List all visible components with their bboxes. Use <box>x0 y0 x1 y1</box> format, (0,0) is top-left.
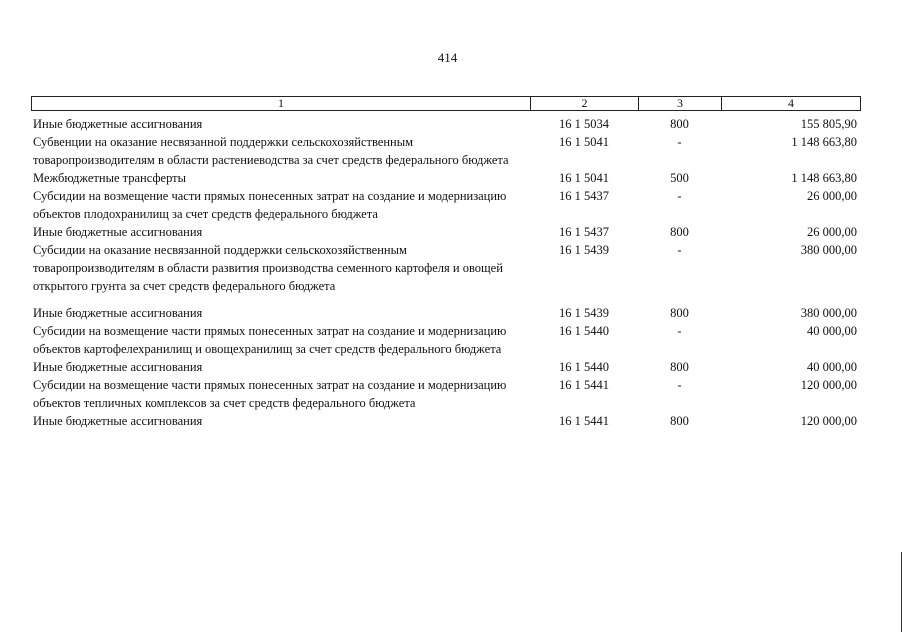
table-row <box>31 358 861 376</box>
row-amount: 155 805,90 <box>800 117 857 131</box>
row-amount: 1 148 663,80 <box>791 135 857 149</box>
row-name: Субсидии на возмещение части прямых понесенных затрат на создание и модернизацию объектов плодохранилищ за счет средств федерального бюджета <box>33 189 507 221</box>
table-row <box>31 322 861 358</box>
table-header <box>31 96 861 111</box>
row-amount: 120 000,00 <box>800 378 857 392</box>
row-name: Субвенции на оказание несвязанной поддержки сельскохозяйственным товаропроизводителям в области растениеводства за счет средств федерального бюджета <box>33 135 509 167</box>
row-name: Субсидии на возмещение части прямых понесенных затрат на создание и модернизацию объектов картофелехранилищ и овощехранилищ за счет средств федерального бюджета <box>33 324 507 356</box>
row-type: 800 <box>670 117 689 131</box>
row-amount: 120 000,00 <box>800 414 857 428</box>
table-row <box>31 133 861 169</box>
table-body <box>31 115 861 430</box>
header-col-4: 4 <box>788 96 794 110</box>
header-col-3: 3 <box>639 97 722 110</box>
row-amount: 40 000,00 <box>807 324 857 338</box>
row-type: - <box>677 378 682 392</box>
row-amount: 380 000,00 <box>800 306 857 320</box>
row-amount: 40 000,00 <box>807 360 857 374</box>
table-row <box>31 376 861 412</box>
row-type: 500 <box>670 171 689 185</box>
row-type: - <box>677 135 682 149</box>
row-name: Иные бюджетные ассигнования <box>33 360 203 374</box>
table-row <box>31 115 861 133</box>
row-code: 16 1 5437 <box>559 189 609 203</box>
row-type: 800 <box>670 414 689 428</box>
row-code: 16 1 5034 <box>559 117 609 131</box>
row-code: 16 1 5439 <box>559 243 609 257</box>
row-type: 800 <box>670 225 689 239</box>
table-row <box>31 169 861 187</box>
row-code: 16 1 5041 <box>559 171 609 185</box>
row-type: - <box>677 324 682 338</box>
scan-edge-line <box>901 552 902 632</box>
row-name: Иные бюджетные ассигнования <box>33 414 203 428</box>
row-amount: 380 000,00 <box>800 243 857 257</box>
row-code: 16 1 5439 <box>559 306 609 320</box>
table-row <box>31 187 861 223</box>
row-name: Субсидии на оказание несвязанной поддержки сельскохозяйственным товаропроизводителям в области развития производства семенного картофеля и овощей открытого грунта за счет средств федерального бюджета <box>33 243 503 293</box>
row-name: Межбюджетные трансферты <box>33 171 187 185</box>
row-name: Иные бюджетные ассигнования <box>33 225 203 239</box>
row-amount: 26 000,00 <box>807 189 857 203</box>
header-col-2: 2 <box>531 97 639 110</box>
row-code: 16 1 5441 <box>559 378 609 392</box>
table-row <box>31 412 861 430</box>
row-amount: 1 148 663,80 <box>791 171 857 185</box>
table-row <box>31 223 861 241</box>
row-type: 800 <box>670 306 689 320</box>
page-number: 414 <box>437 50 458 65</box>
table-row <box>31 241 861 295</box>
header-col-1: 1 <box>32 97 531 110</box>
row-code: 16 1 5437 <box>559 225 609 239</box>
row-code: 16 1 5441 <box>559 414 609 428</box>
row-code: 16 1 5440 <box>559 324 609 338</box>
row-code: 16 1 5440 <box>559 360 609 374</box>
table-row <box>31 304 861 322</box>
row-amount: 26 000,00 <box>807 225 857 239</box>
row-code: 16 1 5041 <box>559 135 609 149</box>
row-name: Иные бюджетные ассигнования <box>33 117 203 131</box>
row-name: Субсидии на возмещение части прямых понесенных затрат на создание и модернизацию объектов тепличных комплексов за счет средств федерального бюджета <box>33 378 507 410</box>
row-type: 800 <box>670 360 689 374</box>
row-type: - <box>677 243 682 257</box>
row-type: - <box>677 189 682 203</box>
row-name: Иные бюджетные ассигнования <box>33 306 203 320</box>
